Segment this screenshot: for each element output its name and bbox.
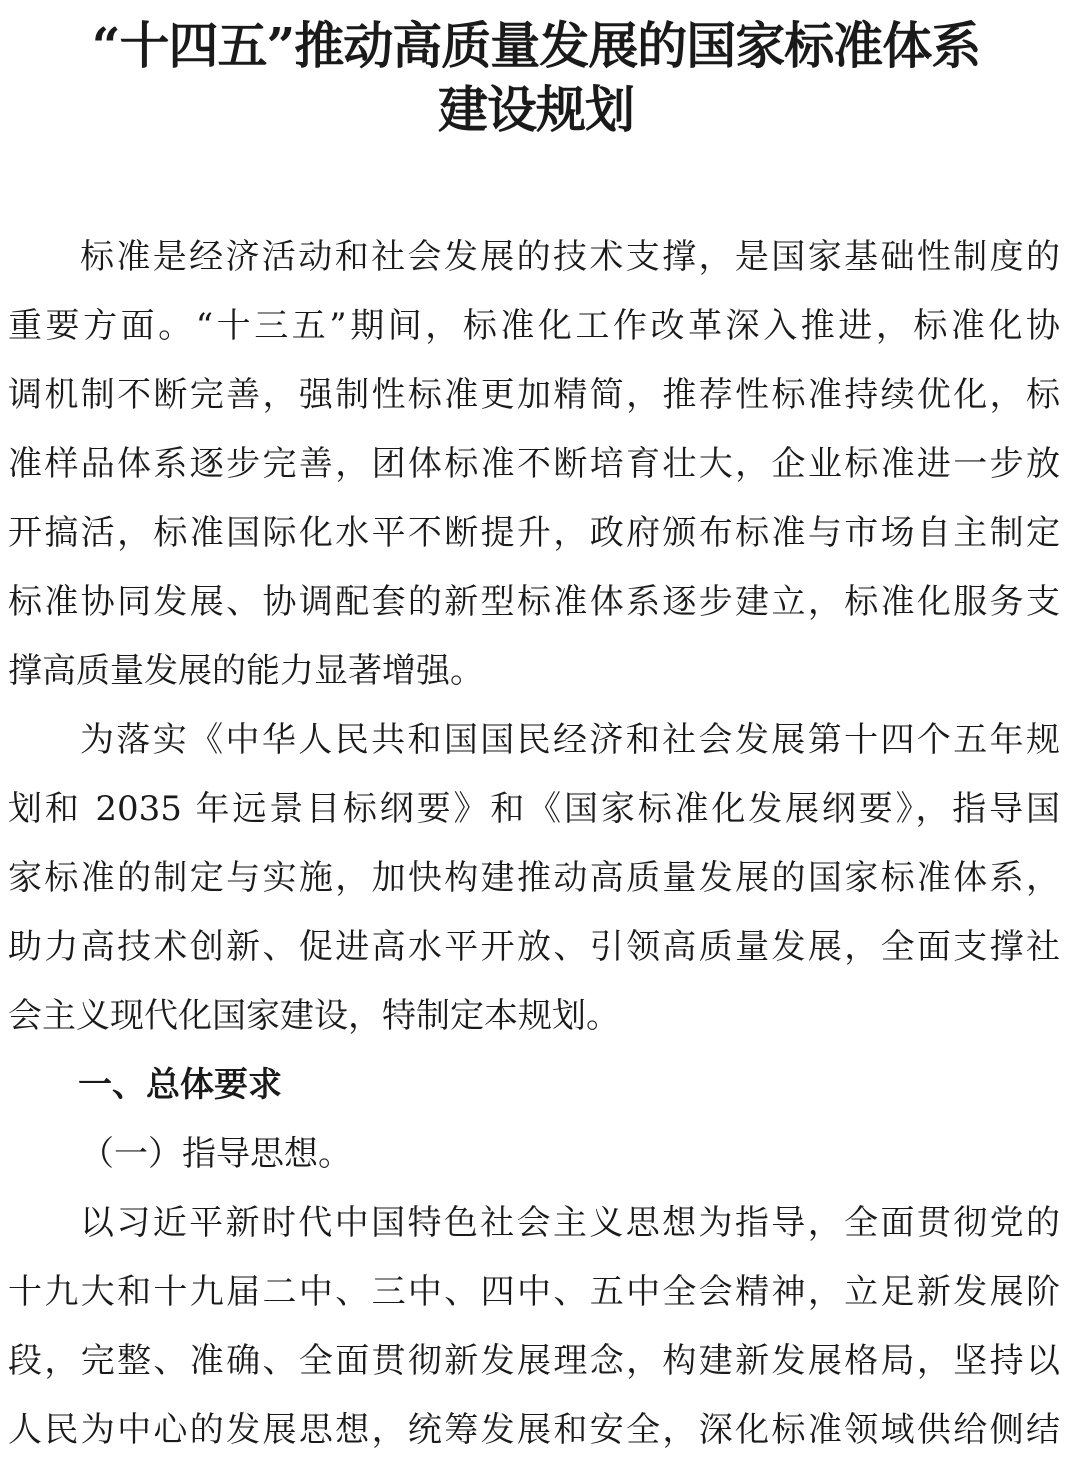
text-line: 助力高技术创新、促进高水平开放、引领高质量发展，全面支撑社 bbox=[8, 927, 1060, 967]
document-title-line-1: “十四五”推动高质量发展的国家标准体系 bbox=[91, 16, 981, 75]
text-line: 会主义现代化国家建设，特制定本规划。 bbox=[8, 996, 620, 1036]
text-line: 准样品体系逐步完善，团体标准不断培育壮大，企业标准进一步放 bbox=[8, 444, 1060, 484]
paragraph-3 bbox=[8, 1189, 1060, 1465]
text-line: 开搞活，标准国际化水平不断提升，政府颁布标准与市场自主制定 bbox=[8, 513, 1060, 553]
text-line: 重要方面。“十三五”期间，标准化工作改革深入推进，标准化协 bbox=[8, 306, 1060, 346]
paragraph-1 bbox=[8, 223, 1060, 706]
text-line: 调机制不断完善，强制性标准更加精简，推荐性标准持续优化，标 bbox=[8, 375, 1060, 415]
text-line: 十九大和十九届二中、三中、四中、五中全会精神，立足新发展阶 bbox=[8, 1272, 1060, 1312]
subsection-heading: （一）指导思想。 bbox=[80, 1134, 352, 1174]
paragraph-2 bbox=[8, 706, 1060, 1051]
document-title-line-2: 建设规划 bbox=[438, 80, 634, 139]
text-line: 家标准的制定与实施，加快构建推动高质量发展的国家标准体系， bbox=[8, 858, 1060, 898]
text-line: 划和 2035 年远景目标纲要》和《国家标准化发展纲要》，指导国 bbox=[8, 789, 1060, 829]
section-heading: 一、总体要求 bbox=[78, 1065, 282, 1105]
text-line: 人民为中心的发展思想，统筹发展和安全，深化标准领域供给侧结 bbox=[8, 1410, 1060, 1450]
text-line: 段，完整、准确、全面贯彻新发展理念，构建新发展格局，坚持以 bbox=[8, 1341, 1060, 1381]
text-line: 标准是经济活动和社会发展的技术支撑，是国家基础性制度的 bbox=[80, 237, 1060, 277]
document-body bbox=[8, 223, 1060, 1465]
text-line: 为落实《中华人民共和国国民经济和社会发展第十四个五年规 bbox=[80, 720, 1060, 760]
text-line: 标准协同发展、协调配套的新型标准体系逐步建立，标准化服务支 bbox=[8, 582, 1060, 622]
text-line: 以习近平新时代中国特色社会主义思想为指导，全面贯彻党的 bbox=[80, 1203, 1060, 1243]
text-line: 撑高质量发展的能力显著增强。 bbox=[8, 651, 484, 691]
